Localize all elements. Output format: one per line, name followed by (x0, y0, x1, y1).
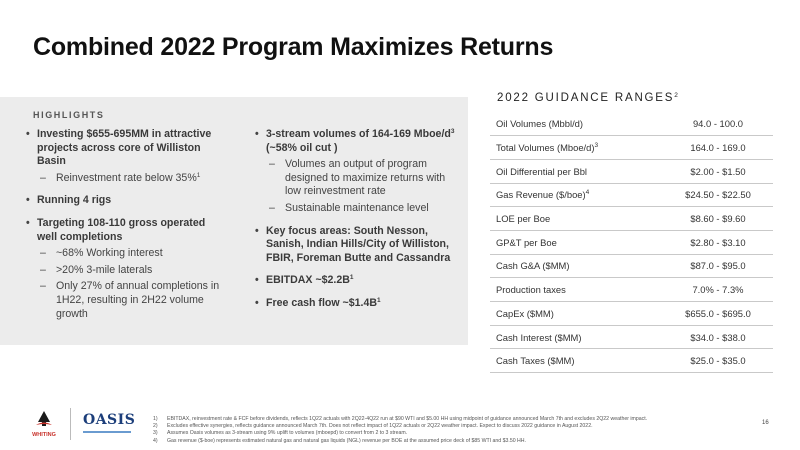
guidance-value: $655.0 - $695.0 (663, 302, 773, 326)
guidance-value: $24.50 - $22.50 (663, 183, 773, 207)
guidance-table (490, 112, 773, 373)
footnotes (153, 416, 753, 445)
svg-text:WHITING: WHITING (32, 432, 56, 438)
highlight-sub-bullet: – Sustainable maintenance level (253, 202, 458, 216)
footnote: 3) Assumes Oasis volumes as 3-stream using 9% uplift to volumes (mboepd) to convert from 2 to 3 stream. (153, 430, 408, 437)
whiting-logo (30, 410, 58, 438)
highlight-bullet: • Investing $655-695MM in attractive projects across core of Williston Basin (24, 128, 224, 169)
highlight-sub-bullet: – Volumes an output of program designed to maximize returns with low reinvestment rate (253, 158, 458, 199)
table-row (490, 302, 773, 326)
guidance-value: $8.60 - $9.60 (663, 207, 773, 231)
guidance-label: Cash Interest ($MM) (490, 325, 663, 349)
table-row (490, 159, 773, 183)
guidance-label: Production taxes (490, 278, 663, 302)
guidance-label: Cash G&A ($MM) (490, 254, 663, 278)
table-row (490, 254, 773, 278)
guidance-title: 2022 GUIDANCE RANGES$^2$ (497, 92, 680, 104)
guidance-label: Cash Taxes ($MM) (490, 349, 663, 373)
guidance-value: 94.0 - 100.0 (663, 112, 773, 136)
slide-title: Combined 2022 Program Maximizes Returns (33, 33, 554, 61)
guidance-label: Gas Revenue ($/boe)$^4$ (490, 183, 663, 207)
logo-divider (70, 408, 71, 440)
guidance-value: 7.0% - 7.3% (663, 278, 773, 302)
guidance-value: 164.0 - 169.0 (663, 136, 773, 160)
guidance-label: CapEx ($MM) (490, 302, 663, 326)
guidance-label: Oil Volumes (Mbbl/d) (490, 112, 663, 136)
highlights-right-column (253, 128, 458, 311)
highlights-label: HIGHLIGHTS (33, 110, 105, 120)
highlight-bullet: • Targeting 108-110 gross operated well completions (24, 217, 224, 244)
highlight-sub-bullet: – >20% 3-mile laterals (24, 264, 224, 278)
guidance-value: $25.0 - $35.0 (663, 349, 773, 373)
table-row (490, 136, 773, 160)
highlight-bullet: • Free cash flow $\sim\$1.4B^1$ (253, 297, 458, 311)
guidance-label: GP&T per Boe (490, 230, 663, 254)
footnote: 4) Gas revenue ($-boe) represents estimated natural gas and natural gas liquids (NGL) revenue per BOE at the assumed price deck of $85 WTI and $3.50 HH. (153, 437, 526, 444)
table-row (490, 207, 773, 231)
oasis-logo: OASIS (83, 412, 136, 428)
highlight-bullet: • Key focus areas: South Nesson, Sanish, Indian Hills/City of Williston, FBIR, Foreman Butte and Cassandra (253, 225, 458, 266)
highlight-sub-bullet: – ~68% Working interest (24, 247, 224, 261)
highlight-sub-bullet: – Reinvestment rate below 35%$^1$ (24, 172, 224, 186)
guidance-value: $2.80 - $3.10 (663, 230, 773, 254)
highlight-bullet: • Running 4 rigs (24, 194, 224, 208)
footnote: 1) EBITDAX, reinvestment rate & FCF before dividends, reflects 1Q22 actuals with 2Q22-4Q22 run at $90 WTI and $5.00 HH using midpoint of guidance announced March 7th and excludes 2Q22 weather impact. (153, 416, 648, 422)
highlight-bullet: • 3-stream volumes of 164-169 Mboe/$d^3$ (~58% oil cut ) (253, 128, 458, 155)
guidance-value: $34.0 - $38.0 (663, 325, 773, 349)
table-row (490, 112, 773, 136)
table-row (490, 325, 773, 349)
highlights-panel (0, 97, 468, 345)
guidance-label: Total Volumes (Mboe/d)$^3$ (490, 136, 663, 160)
guidance-value: $87.0 - $95.0 (663, 254, 773, 278)
oasis-logo-underline (83, 431, 131, 433)
highlight-sub-bullet: – Only 27% of annual completions in 1H22, resulting in 2H22 volume growth (24, 280, 224, 321)
table-row (490, 349, 773, 373)
footnote: 2) Excludes effective synergies, reflects guidance announced March 7th. Does not reflect impact of 1Q22 actuals or 2Q22 weather impact. Expect to discuss 2022 guidance in August 2022. (153, 423, 593, 430)
guidance-label: LOE per Boe (490, 207, 663, 231)
table-row (490, 230, 773, 254)
page-number: 16 (762, 420, 769, 426)
guidance-value: $2.00 - $1.50 (663, 159, 773, 183)
highlights-left-column (24, 128, 224, 321)
highlight-bullet: • EBITDAX $\sim\$2.2B^1$ (253, 274, 458, 288)
table-row (490, 183, 773, 207)
guidance-label: Oil Differential per Bbl (490, 159, 663, 183)
table-row (490, 278, 773, 302)
